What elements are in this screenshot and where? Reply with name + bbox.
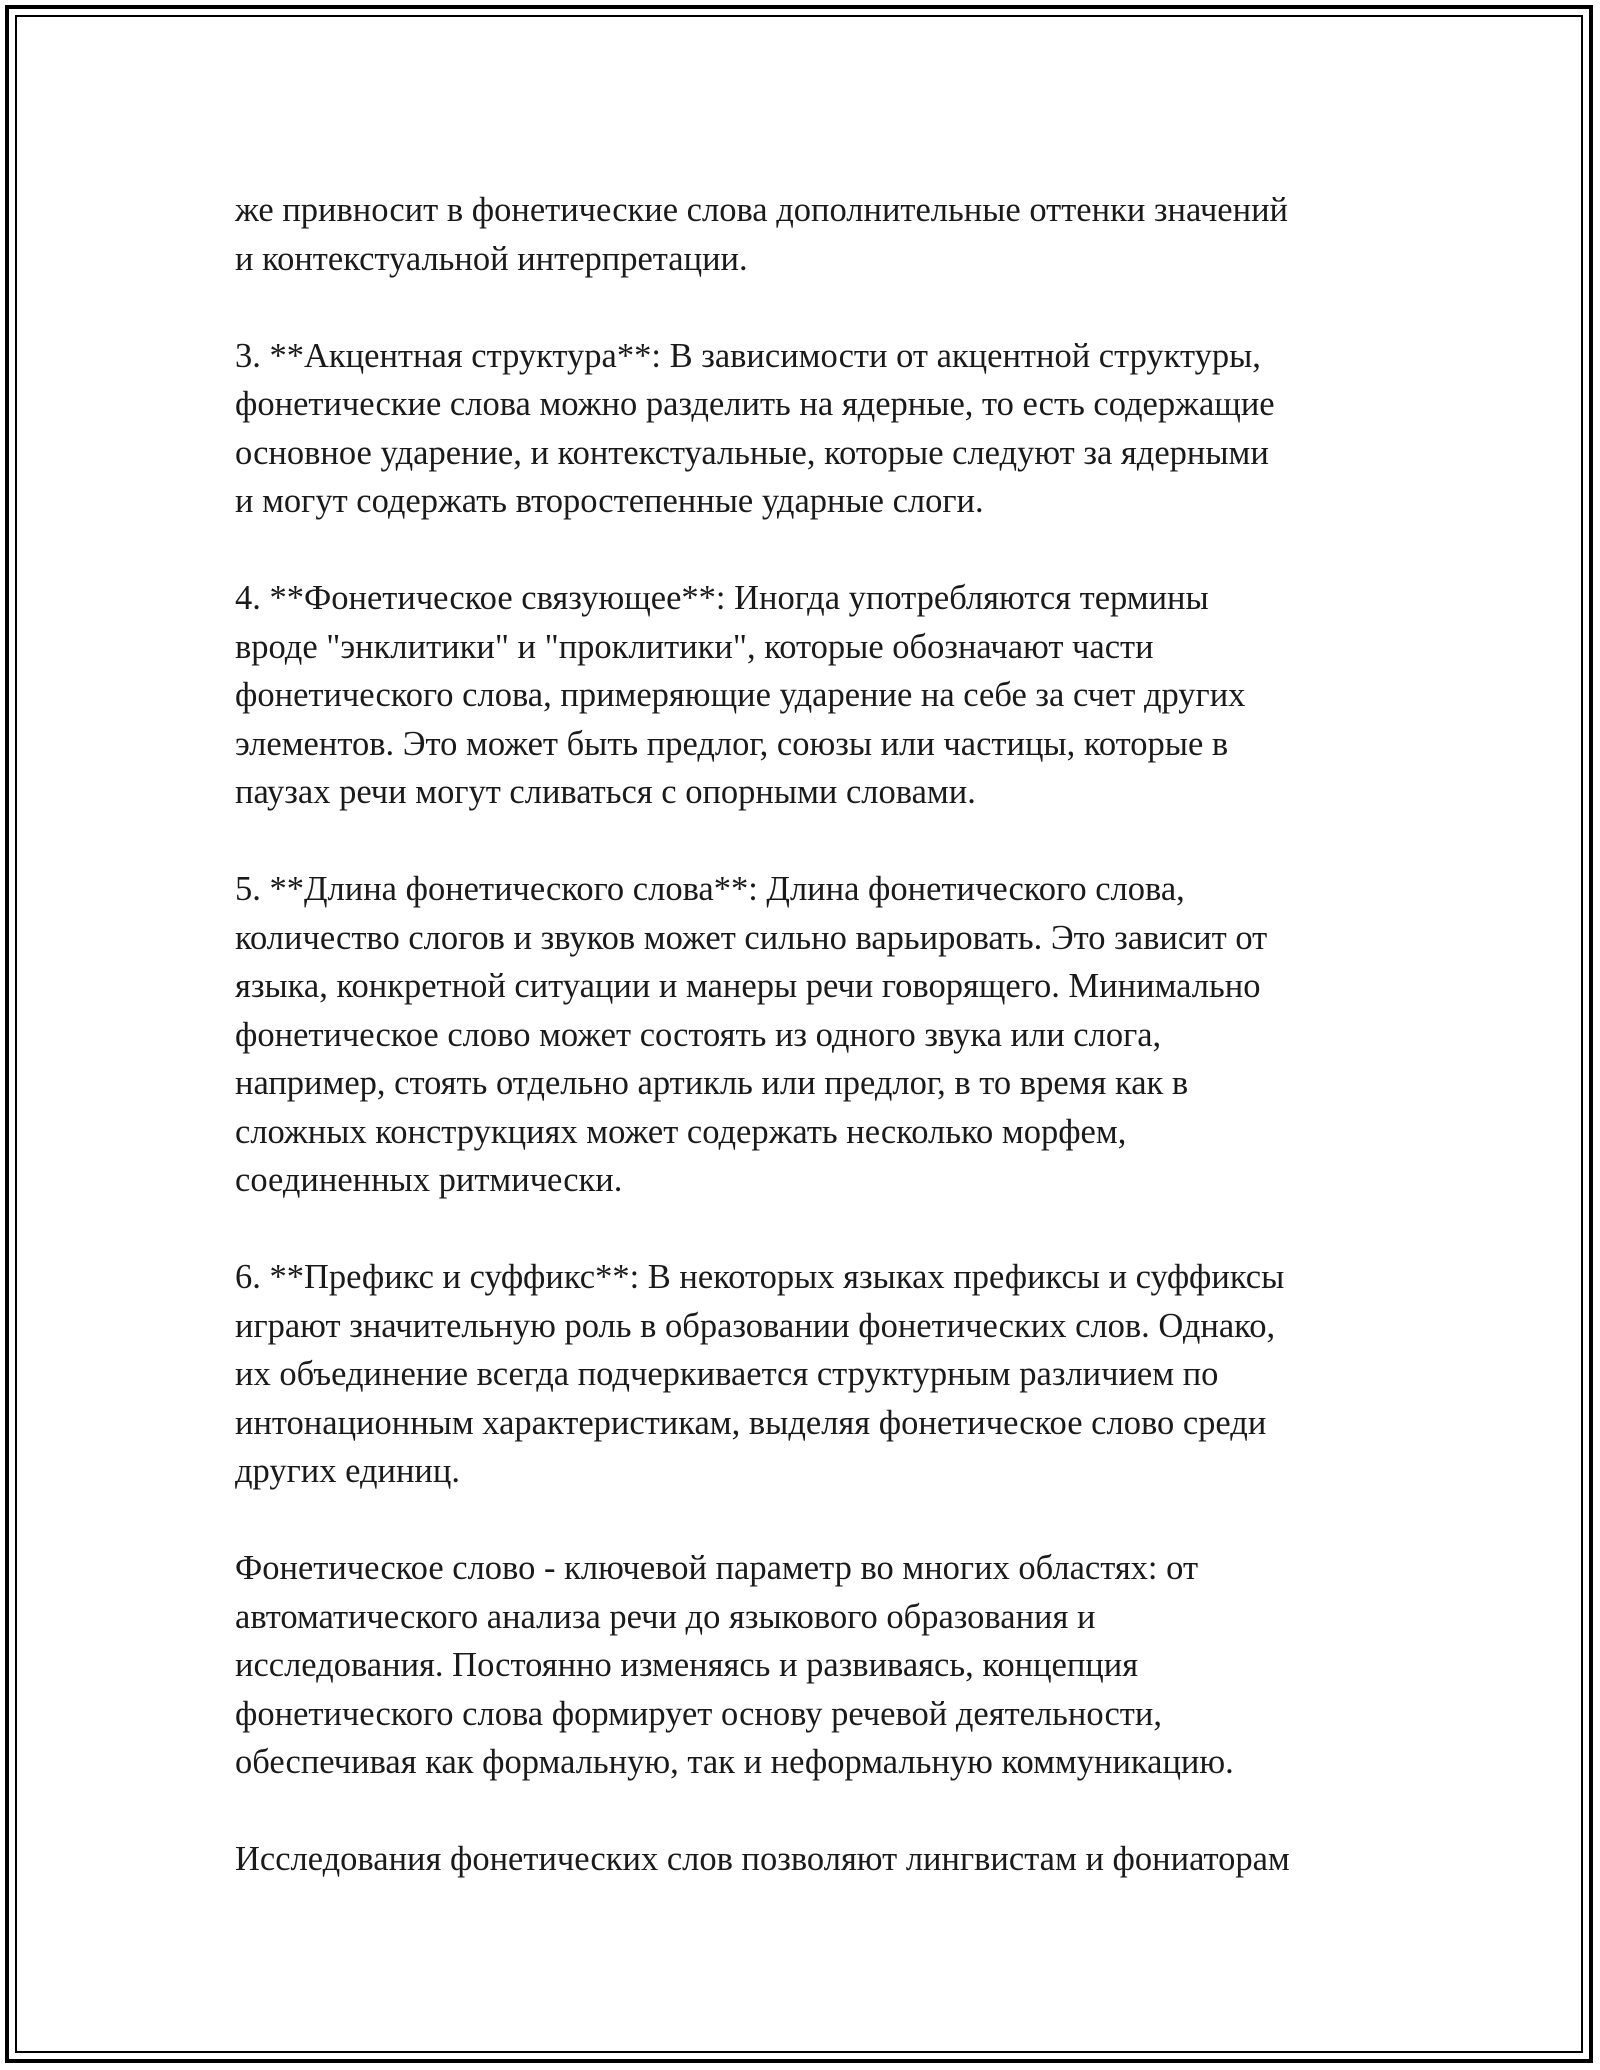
text-line: языка, конкретной ситуации и манеры речи говорящего. Минимально [235, 967, 1261, 1005]
text-line: соединенных ритмически. [235, 1161, 623, 1199]
text-line: же привносит в фонетические слова дополнительные оттенки значений [235, 191, 1288, 229]
text-line: автоматического анализа речи до языкового образования и [235, 1597, 1096, 1636]
paragraph-item-6 [235, 1253, 1400, 1496]
text-line: например, стоять отдельно артикль или предлог, в то время как в [235, 1064, 1189, 1102]
paragraph-closing [235, 1835, 1400, 1884]
paragraph-summary [235, 1544, 1400, 1787]
text-line: 3. **Акцентная структура**: В зависимости от акцентной структуры, [235, 336, 1261, 375]
text-line: элементов. Это может быть предлог, союзы или частицы, которые в [235, 724, 1229, 763]
paragraph-item-3 [235, 332, 1400, 526]
text-line: других единиц. [235, 1452, 460, 1490]
text-line: Исследования фонетических слов позволяют лингвистам и фониаторам [235, 1840, 1290, 1878]
text-line: интонационным характеристикам, выделяя фонетическое слово среди [235, 1403, 1267, 1442]
text-line: сложных конструкциях может содержать несколько морфем, [235, 1112, 1127, 1151]
text-line: и могут содержать второстепенные ударные слоги. [235, 482, 984, 520]
text-line: фонетического слова формирует основу речевой деятельности, [235, 1694, 1162, 1733]
text-line: играют значительную роль в образовании фонетических слов. Однако, [235, 1306, 1276, 1345]
text-line: их объединение всегда подчеркивается структурным различием по [235, 1355, 1219, 1393]
text-line: 4. **Фонетическое связующее**: Иногда употребляются термины [235, 579, 1209, 617]
text-line: и контекстуальной интерпретации. [235, 239, 748, 278]
text-line: 6. **Префикс и суффикс**: В некоторых языках префиксы и суффиксы [235, 1258, 1285, 1296]
text-line: Фонетическое слово - ключевой параметр во многих областях: от [235, 1549, 1199, 1587]
document-body [235, 186, 1400, 1932]
text-line: фонетического слова, примеряющие ударение на себе за счет других [235, 676, 1246, 714]
text-line: обеспечивая как формальную, так и неформальную коммуникацию. [235, 1743, 1234, 1781]
text-line: фонетическое слово может состоять из одного звука или слога, [235, 1015, 1162, 1054]
paragraph-item-5 [235, 865, 1400, 1205]
text-line: паузах речи могут сливаться с опорными словами. [235, 773, 976, 811]
paragraph-continuation [235, 186, 1400, 283]
text-line: вроде "энклитики" и "проклитики", которые обозначают части [235, 627, 1154, 666]
text-line: исследования. Постоянно изменяясь и развиваясь, концепция [235, 1646, 1139, 1684]
paragraph-item-4 [235, 574, 1400, 817]
text-line: 5. **Длина фонетического слова**: Длина фонетического слова, [235, 870, 1185, 908]
text-line: фонетические слова можно разделить на ядерные, то есть содержащие [235, 385, 1275, 423]
text-line: основное ударение, и контекстуальные, которые следуют за ядерными [235, 433, 1269, 472]
text-line: количество слогов и звуков может сильно варьировать. Это зависит от [235, 918, 1268, 957]
